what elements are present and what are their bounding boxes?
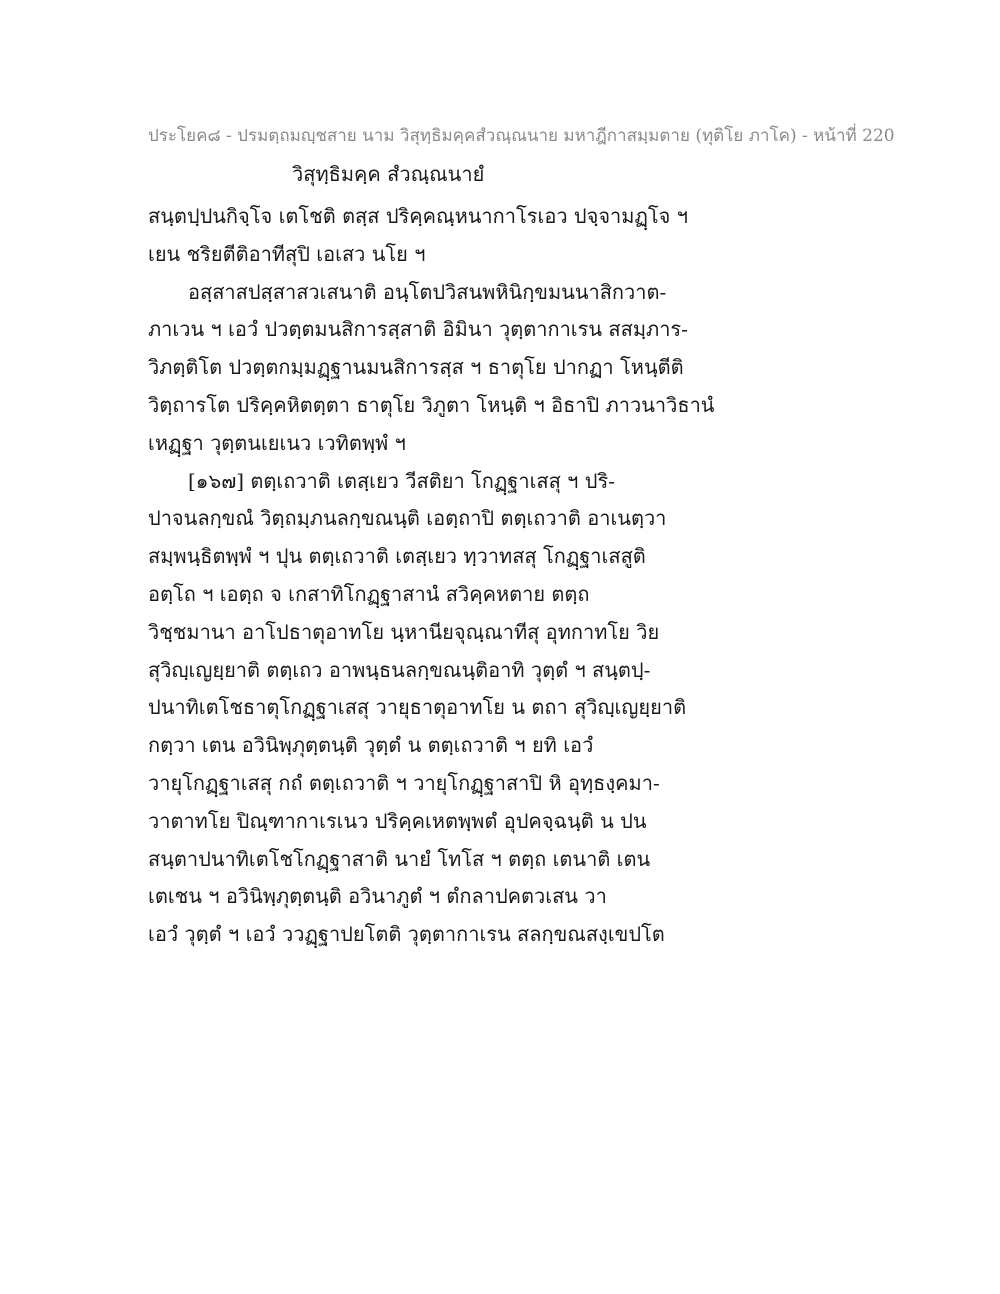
text-line: ปนาทิเตโชธาตุโกฏฺฐาเสสุ วายุธาตุอาทโย น ตถา สุวิญฺเญยฺยาติ [148,695,687,720]
text-line: สมฺพนฺธิตพฺพํ ฯ ปุน ตตฺเถวาติ เตสฺเยว ทฺวาทสสุ โกฏฺฐาเสสูติ [148,544,646,569]
body-text [148,198,715,954]
text-line: สนฺตาปนาทิเตโชโกฏฺฐาสาติ นายํ โทโส ฯ ตตฺถ เตนาติ เตน [148,846,651,871]
text-line: วายุโกฏฺฐาเสสุ กถํ ตตฺเถวาติ ฯ วายุโกฏฺฐาสาปิ หิ อุทฺธงฺคมา- [148,770,660,795]
text-line: เยน ชริยตีติอาทีสุปิ เอเสว นโย ฯ [148,241,426,266]
book-title: วิสุทฺธิมคฺค สํวณฺณนายํ [292,162,485,186]
text-line: สุวิญฺเญยฺยาติ ตตฺเถว อาพนฺธนลกฺขณนฺติอาทิ วุตฺตํ ฯ สนฺตปฺ- [148,657,651,682]
text-line: เหฏฺฐา วุตฺตนเยเนว เวทิตพฺพํ ฯ [148,430,406,455]
text-line: อสฺสาสปสฺสาสวเสนาติ อนฺโตปวิสนพหินิกฺขมนนาสิกวาต- [188,279,667,304]
text-line: ปาจนลกฺขณํ วิตฺถมฺภนลกฺขณนฺติ เอตฺถาปิ ตตฺเถวาติ อาเนตฺวา [148,506,667,531]
text-line: วิตฺถารโต ปริคฺคหิตตฺตา ธาตุโย วิภูตา โหนฺติ ฯ อิธาปิ ภาวนาวิธานํ [148,392,715,417]
text-line: เตเชน ฯ อวินิพฺภุตฺตนฺติ อวินาภูตํ ฯ ตํกลาปคตวเสน วา [148,884,607,909]
text-line: วิชฺชมานา อาโปธาตุอาทโย นฺหานียจุณฺณาทีสุ อุทกาทโย วิย [148,619,660,644]
page-header: ประโยค๘ - ปรมตฺถมญฺชสาย นาม วิสุทฺธิมคฺคสํวณฺณนาย มหาฎีกาสมฺมตาย (ทุติโย ภาโค) - หน้าที่ 220 [148,126,895,146]
text-line: วิภตฺติโต ปวตฺตกมฺมฏฺฐานมนสิการสฺส ฯ ธาตุโย ปากฏา โหนฺตีติ [148,355,684,380]
text-line: กตฺวา เตน อวินิพฺภุตฺตนฺติ วุตฺตํ น ตตฺเถวาติ ฯ ยทิ เอวํ [148,733,594,758]
text-line: วาตาทโย ปิณฺฑากาเรเนว ปริคฺคเหตพฺพตํ อุปคจฺฉนฺติ น ปน [148,808,647,833]
text-line: เอวํ วุตฺตํ ฯ เอวํ ววฏฺฐาปยโตติ วุตฺตากาเรน สลกฺขณสงฺเขปโต [148,922,665,947]
text-line: ภาเวน ฯ เอวํ ปวตฺตมนสิการสฺสาติ อิมินา วุตฺตากาเรน สสมฺภาร- [148,317,688,342]
text-line: สนฺตปฺปนกิจฺโจ เตโชติ ตสฺส ปริคฺคณฺหนากาโรเอว ปจฺจามฏฺโจ ฯ [148,204,688,228]
text-line: [๑๖๗] ตตฺเถวาติ เตสฺเยว วีสติยา โกฏฺฐาเสสุ ฯ ปริ- [188,468,615,493]
text-line: อตฺโถ ฯ เอตฺถ จ เกสาทิโกฏฺฐาสานํ สวิคฺคหตาย ตตฺถ [148,581,590,606]
